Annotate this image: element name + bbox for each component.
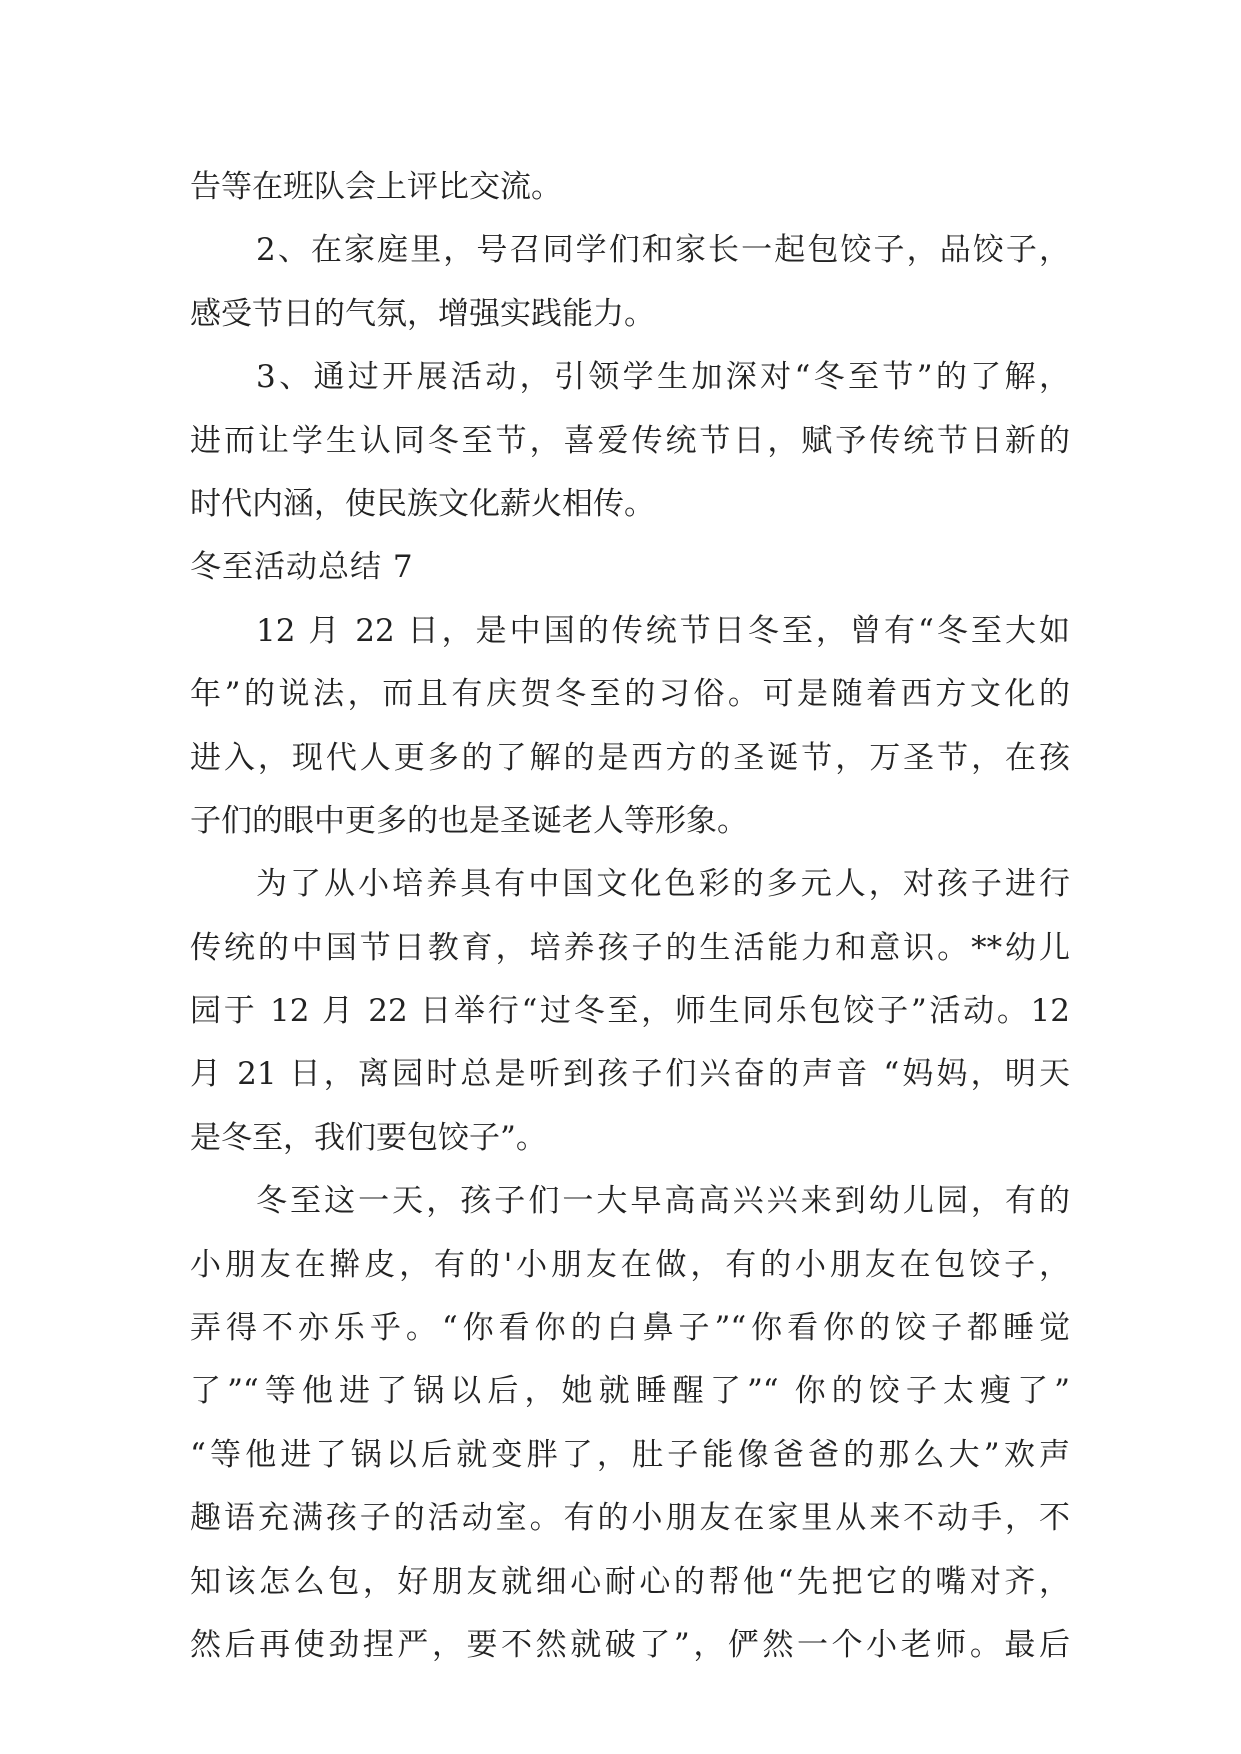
text-line: 告等在班队会上评比交流。 xyxy=(190,169,562,205)
text-line: 传统的中国节日教育，培养孩子的生活能力和意识。**幼儿 xyxy=(190,929,1070,966)
text-line: “等他进了锅以后就变胖了，肚子能像爸爸的那么大”欢声 xyxy=(190,1436,1070,1473)
text-line: 冬至这一天，孩子们一大早高高兴兴来到幼儿园，有的 xyxy=(256,1183,1070,1220)
text-line: 了”“等他进了锅以后，她就睡醒了”“ 你的饺子太瘦了” xyxy=(190,1373,1070,1410)
text-line: 月 21 日，离园时总是听到孩子们兴奋的声音 “妈妈，明天 xyxy=(190,1056,1070,1093)
text-line: 12 月 22 日，是中国的传统节日冬至，曾有“冬至大如 xyxy=(256,612,1070,649)
text-line: 进入，现代人更多的了解的是西方的圣诞节，万圣节，在孩 xyxy=(190,739,1070,776)
text-line: 进而让学生认同冬至节，喜爱传统节日，赋予传统节日新的 xyxy=(190,422,1070,459)
text-line: 3、通过开展活动，引领学生加深对“冬至节”的了解， xyxy=(256,359,1070,396)
text-line: 2、在家庭里，号召同学们和家长一起包饺子，品饺子， xyxy=(256,232,1070,269)
text-line: 子们的眼中更多的也是圣诞老人等形象。 xyxy=(190,802,748,839)
section-heading: 冬至活动总结 7 xyxy=(190,549,414,586)
document-body xyxy=(190,156,1070,1677)
text-line: 弄得不亦乐乎。“你看你的白鼻子”“你看你的饺子都睡觉 xyxy=(190,1310,1070,1347)
text-line: 小朋友在擀皮，有的'小朋友在做，有的小朋友在包饺子， xyxy=(190,1246,1070,1283)
text-line: 感受节日的气氛，增强实践能力。 xyxy=(190,295,655,332)
text-line: 园于 12 月 22 日举行“过冬至，师生同乐包饺子”活动。12 xyxy=(190,993,1070,1030)
text-line: 时代内涵，使民族文化薪火相传。 xyxy=(190,485,655,522)
text-line: 趣语充满孩子的活动室。有的小朋友在家里从来不动手，不 xyxy=(190,1500,1070,1537)
text-line: 年”的说法，而且有庆贺冬至的习俗。可是随着西方文化的 xyxy=(190,676,1070,713)
text-line: 知该怎么包，好朋友就细心耐心的帮他“先把它的嘴对齐， xyxy=(190,1563,1070,1600)
text-line: 为了从小培养具有中国文化色彩的多元人，对孩子进行 xyxy=(256,866,1070,903)
text-line: 是冬至，我们要包饺子”。 xyxy=(190,1119,547,1156)
text-line: 然后再使劲捏严，要不然就破了”，俨然一个小老师。最后 xyxy=(190,1626,1070,1663)
